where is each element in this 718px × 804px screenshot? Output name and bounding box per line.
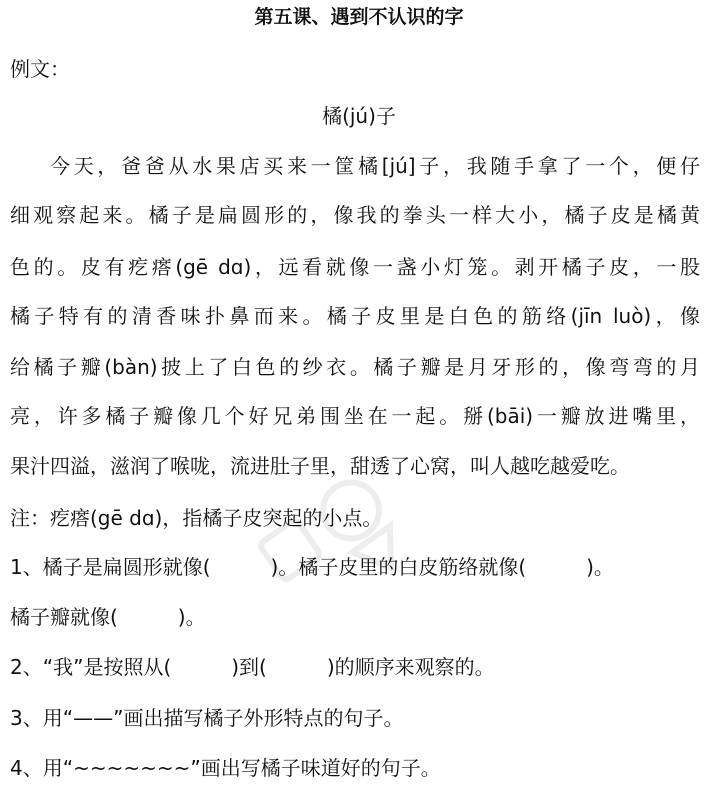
question-1-line-2: 橘子瓣就像( )。 <box>10 605 206 629</box>
passage-line-4: 橘子特有的清香味扑鼻而来。橘子皮里是白色的筋络(jīn luò)，像 <box>10 304 700 328</box>
passage-title: 橘(jú)子 <box>322 104 396 128</box>
question-3: 3、用“——”画出描写橘子外形特点的句子。 <box>10 706 404 730</box>
passage-line-3: 色的。皮有疙瘩(gē dɑ)，远看就像一盏小灯笼。剥开橘子皮，一股 <box>10 255 700 279</box>
passage-line-6: 亮，许多橘子瓣像几个好兄弟围坐在一起。掰(bāi)一瓣放进嘴里， <box>10 404 700 428</box>
question-2: 2、“我”是按照从( )到( )的顺序来观察的。 <box>10 655 495 679</box>
lesson-title: 第五课、遇到不认识的字 <box>254 6 464 28</box>
example-label: 例文： <box>10 57 70 81</box>
passage-line-1: 今天，爸爸从水果店买来一筐橘[jú]子，我随手拿了一个，便仔 <box>50 154 700 178</box>
passage-line-2: 细观察起来。橘子是扁圆形的，像我的拳头一样大小，橘子皮是橘黄 <box>10 203 700 227</box>
question-1-line-1: 1、橘子是扁圆形就像( )。橘子皮里的白皮筋络就像( )。 <box>10 555 614 579</box>
passage-line-5: 给橘子瓣(bàn)披上了白色的纱衣。橘子瓣是月牙形的，像弯弯的月 <box>10 355 700 379</box>
note: 注：疙瘩(gē dɑ)，指橘子皮突起的小点。 <box>10 506 383 530</box>
passage-line-7: 果汁四溢，滋润了喉咙，流进肚子里，甜透了心窝，叫人越吃越爱吃。 <box>10 454 630 478</box>
question-4: 4、用“~~~~~~~”画出写橘子味道好的句子。 <box>10 756 441 780</box>
